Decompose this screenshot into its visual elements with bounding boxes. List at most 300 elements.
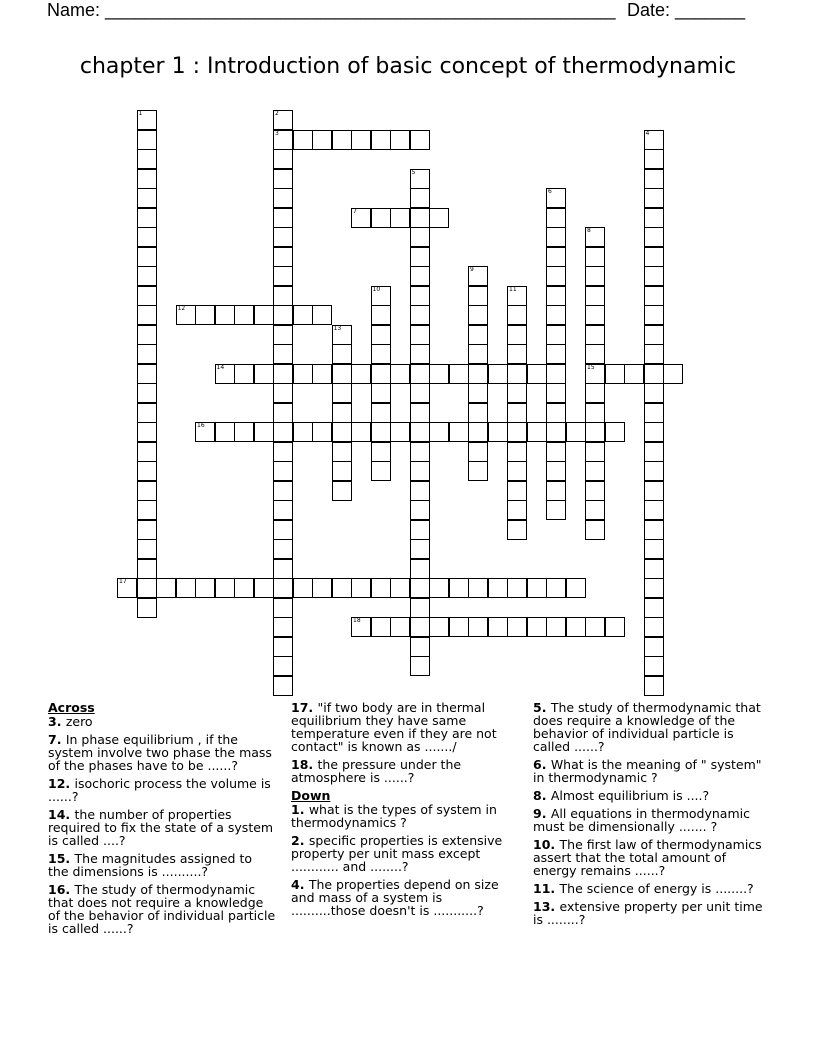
crossword-cell[interactable] — [410, 383, 430, 403]
crossword-cell[interactable] — [468, 364, 488, 384]
crossword-cell[interactable] — [371, 208, 391, 228]
crossword-cell[interactable] — [351, 422, 371, 442]
crossword-cell[interactable] — [293, 130, 313, 150]
crossword-cell[interactable] — [137, 481, 157, 501]
crossword-cell[interactable] — [644, 520, 664, 540]
crossword-cell[interactable] — [137, 403, 157, 423]
crossword-cell[interactable] — [371, 305, 391, 325]
crossword-cell[interactable] — [468, 344, 488, 364]
crossword-cell[interactable] — [410, 188, 430, 208]
crossword-cell[interactable] — [663, 364, 683, 384]
crossword-cell[interactable] — [644, 559, 664, 579]
crossword-cell[interactable] — [273, 481, 293, 501]
crossword-cell[interactable] — [429, 208, 449, 228]
crossword-cell[interactable] — [137, 188, 157, 208]
crossword-cell[interactable] — [332, 344, 352, 364]
crossword-cell[interactable] — [293, 422, 313, 442]
crossword-cell[interactable] — [273, 383, 293, 403]
down-clue: 10. The first law of thermodynamics assert that the total amount of energy remains ......? — [533, 837, 762, 878]
across-clue: 3. zero — [48, 714, 93, 729]
crossword-cell[interactable] — [566, 617, 586, 637]
crossword-cell[interactable] — [410, 637, 430, 657]
crossword-cell[interactable] — [332, 364, 352, 384]
crossword-cell[interactable] — [273, 422, 293, 442]
crossword-cell[interactable] — [371, 422, 391, 442]
crossword-cell[interactable] — [468, 461, 488, 481]
clue-number: 10 — [372, 285, 381, 293]
crossword-cell[interactable] — [351, 364, 371, 384]
crossword-cell[interactable] — [351, 617, 371, 637]
crossword-cell[interactable] — [273, 305, 293, 325]
crossword-cell[interactable] — [273, 227, 293, 247]
crossword-cell[interactable] — [137, 325, 157, 345]
crossword-cell[interactable] — [410, 130, 430, 150]
crossword-cell[interactable] — [390, 617, 410, 637]
crossword-cell[interactable] — [585, 520, 605, 540]
crossword-cell[interactable] — [546, 208, 566, 228]
crossword-cell[interactable] — [273, 598, 293, 618]
crossword-cell[interactable] — [585, 364, 605, 384]
crossword-cell[interactable] — [468, 305, 488, 325]
crossword-cell[interactable] — [429, 578, 449, 598]
crossword-cell[interactable] — [137, 383, 157, 403]
crossword-cell[interactable] — [410, 266, 430, 286]
clue-number: 15 — [587, 363, 595, 371]
crossword-cell[interactable] — [410, 286, 430, 306]
crossword-cell[interactable] — [273, 461, 293, 481]
crossword-cell[interactable] — [644, 500, 664, 520]
crossword-cell[interactable] — [585, 617, 605, 637]
crossword-cell[interactable] — [644, 578, 664, 598]
crossword-cell[interactable] — [585, 461, 605, 481]
crossword-cell[interactable] — [410, 461, 430, 481]
crossword-cell[interactable] — [390, 364, 410, 384]
crossword-cell[interactable] — [273, 539, 293, 559]
crossword-cell[interactable] — [312, 364, 332, 384]
crossword-cell[interactable] — [137, 227, 157, 247]
crossword-cell[interactable] — [273, 188, 293, 208]
crossword-cell[interactable] — [546, 364, 566, 384]
crossword-cell[interactable] — [117, 578, 137, 598]
crossword-cell[interactable] — [332, 130, 352, 150]
crossword-cell[interactable] — [273, 364, 293, 384]
crossword-cell[interactable] — [566, 422, 586, 442]
crossword-cell[interactable] — [527, 617, 547, 637]
crossword-cell[interactable] — [137, 305, 157, 325]
down-clue: 5. The study of thermodynamic that does require a knowledge of the behavior of individual particle is called ......? — [533, 700, 761, 754]
crossword-cell[interactable] — [507, 617, 527, 637]
crossword-cell[interactable] — [371, 442, 391, 462]
crossword-cell[interactable] — [410, 578, 430, 598]
crossword-cell[interactable] — [137, 364, 157, 384]
crossword-cell[interactable] — [644, 286, 664, 306]
crossword-cell[interactable] — [507, 325, 527, 345]
crossword-cell[interactable] — [410, 403, 430, 423]
crossword-cell[interactable] — [293, 364, 313, 384]
crossword-cell[interactable] — [585, 305, 605, 325]
crossword-cell[interactable] — [449, 617, 469, 637]
crossword-cell[interactable] — [195, 578, 215, 598]
crossword-cell[interactable] — [468, 325, 488, 345]
crossword-cell[interactable] — [273, 208, 293, 228]
crossword-cell[interactable] — [546, 344, 566, 364]
crossword-cell[interactable] — [585, 383, 605, 403]
crossword-cell[interactable] — [390, 422, 410, 442]
clue-number: 1 — [138, 110, 143, 117]
crossword-cell[interactable] — [585, 422, 605, 442]
crossword-cell[interactable] — [566, 578, 586, 598]
crossword-cell[interactable] — [371, 403, 391, 423]
crossword-cell[interactable] — [332, 578, 352, 598]
across-clue: 15. The magnitudes assigned to the dimensions is ..........? — [48, 851, 252, 879]
crossword-cell[interactable] — [273, 149, 293, 169]
crossword-cell[interactable] — [371, 286, 391, 306]
crossword-cell[interactable] — [507, 442, 527, 462]
clue-number: 17 — [119, 578, 127, 585]
crossword-cell[interactable] — [137, 247, 157, 267]
crossword-cell[interactable] — [410, 305, 430, 325]
crossword-cell[interactable] — [273, 500, 293, 520]
crossword-cell[interactable] — [546, 422, 566, 442]
crossword-cell[interactable] — [527, 578, 547, 598]
crossword-cell[interactable] — [390, 208, 410, 228]
crossword-cell[interactable] — [644, 481, 664, 501]
date-field[interactable]: Date: _______ — [627, 0, 746, 20]
crossword-cell[interactable] — [371, 130, 391, 150]
crossword-cell[interactable] — [546, 383, 566, 403]
crossword-cell[interactable] — [546, 286, 566, 306]
crossword-cell[interactable] — [254, 578, 274, 598]
crossword-cell[interactable] — [351, 578, 371, 598]
crossword-cell[interactable] — [644, 247, 664, 267]
crossword-cell[interactable] — [332, 442, 352, 462]
crossword-cell[interactable] — [371, 364, 391, 384]
crossword-cell[interactable] — [273, 559, 293, 579]
crossword-cell[interactable] — [468, 617, 488, 637]
crossword-cell[interactable] — [429, 617, 449, 637]
clue-number: 2 — [275, 110, 279, 117]
crossword-cell[interactable] — [195, 305, 215, 325]
crossword-cell[interactable] — [429, 364, 449, 384]
crossword-cell[interactable] — [468, 578, 488, 598]
crossword-cell[interactable] — [254, 305, 274, 325]
crossword-cell[interactable] — [137, 110, 157, 130]
crossword-cell[interactable] — [410, 442, 430, 462]
crossword-cell[interactable] — [137, 598, 157, 618]
crossword-cell[interactable] — [410, 598, 430, 618]
crossword-cell[interactable] — [507, 403, 527, 423]
crossword-cell[interactable] — [410, 520, 430, 540]
crossword-cell[interactable] — [546, 266, 566, 286]
clue-number: 3 — [275, 129, 279, 137]
crossword-cell[interactable] — [644, 266, 664, 286]
crossword-cell[interactable] — [410, 656, 430, 676]
crossword-cell[interactable] — [137, 461, 157, 481]
crossword-cell[interactable] — [234, 364, 254, 384]
crossword-cell[interactable] — [507, 344, 527, 364]
crossword-cell[interactable] — [546, 227, 566, 247]
crossword-cell[interactable] — [644, 676, 664, 696]
crossword-cell[interactable] — [410, 539, 430, 559]
crossword-cell[interactable] — [605, 617, 625, 637]
crossword-cell[interactable] — [546, 617, 566, 637]
crossword-cell[interactable] — [488, 422, 508, 442]
crossword-cell[interactable] — [410, 344, 430, 364]
crossword-cell[interactable] — [546, 247, 566, 267]
crossword-cell[interactable] — [546, 481, 566, 501]
crossword-cell[interactable] — [137, 344, 157, 364]
crossword-cell[interactable] — [605, 422, 625, 442]
crossword-cell[interactable] — [273, 110, 293, 130]
crossword-cell[interactable] — [137, 286, 157, 306]
crossword-cell[interactable] — [137, 169, 157, 189]
crossword-cell[interactable] — [644, 383, 664, 403]
crossword-cell[interactable] — [410, 227, 430, 247]
crossword-cell[interactable] — [137, 500, 157, 520]
crossword-cell[interactable] — [273, 247, 293, 267]
crossword-cell[interactable] — [507, 286, 527, 306]
crossword-cell[interactable] — [332, 383, 352, 403]
crossword-cell[interactable] — [137, 266, 157, 286]
crossword-cell[interactable] — [644, 364, 664, 384]
crossword-cell[interactable] — [410, 422, 430, 442]
crossword-cell[interactable] — [585, 286, 605, 306]
crossword-cell[interactable] — [137, 130, 157, 150]
crossword-cell[interactable] — [488, 617, 508, 637]
crossword-cell[interactable] — [644, 539, 664, 559]
down-clue: 2. specific properties is extensive property per unit mass except ............ and ........? — [291, 833, 503, 874]
crossword-cell[interactable] — [137, 208, 157, 228]
crossword-cell[interactable] — [390, 130, 410, 150]
crossword-cell[interactable] — [449, 578, 469, 598]
crossword-cell[interactable] — [195, 422, 215, 442]
crossword-cell[interactable] — [468, 383, 488, 403]
crossword-cell[interactable] — [273, 578, 293, 598]
crossword-cell[interactable] — [585, 442, 605, 462]
crossword-cell[interactable] — [468, 442, 488, 462]
down-clue: 9. All equations in thermodynamic must be dimensionally ....... ? — [533, 806, 750, 834]
crossword-cell[interactable] — [273, 325, 293, 345]
clue-number: 9 — [470, 266, 474, 273]
crossword-cell[interactable] — [254, 422, 274, 442]
crossword-cell[interactable] — [585, 227, 605, 247]
crossword-cell[interactable] — [507, 364, 527, 384]
crossword-cell[interactable] — [273, 520, 293, 540]
crossword-cell[interactable] — [429, 422, 449, 442]
crossword-cell[interactable] — [234, 305, 254, 325]
crossword-cell[interactable] — [137, 578, 157, 598]
crossword-cell[interactable] — [273, 676, 293, 696]
crossword-cell[interactable] — [215, 578, 235, 598]
crossword-cell[interactable] — [644, 130, 664, 150]
crossword-cell[interactable] — [351, 208, 371, 228]
crossword-cell[interactable] — [156, 578, 176, 598]
clue-number: 5 — [411, 168, 416, 176]
down-clue: 8. Almost equilibrium is ....? — [533, 788, 710, 803]
crossword-cell[interactable] — [488, 364, 508, 384]
clue-number: 6 — [548, 188, 552, 195]
crossword-cell[interactable] — [273, 403, 293, 423]
crossword-cell[interactable] — [293, 305, 313, 325]
crossword-cell[interactable] — [332, 422, 352, 442]
crossword-cell[interactable] — [215, 305, 235, 325]
clue-number: 7 — [353, 207, 357, 215]
crossword-cell[interactable] — [410, 169, 430, 189]
crossword-cell[interactable] — [585, 403, 605, 423]
crossword-cell[interactable] — [527, 422, 547, 442]
crossword-cell[interactable] — [546, 403, 566, 423]
crossword-cell[interactable] — [468, 403, 488, 423]
crossword-cell[interactable] — [546, 500, 566, 520]
crossword-cell[interactable] — [585, 481, 605, 501]
crossword-cell[interactable] — [137, 422, 157, 442]
crossword-cell[interactable] — [488, 578, 508, 598]
crossword-cell[interactable] — [273, 442, 293, 462]
right-clues — [533, 701, 773, 931]
crossword-cell[interactable] — [312, 130, 332, 150]
crossword-cell[interactable] — [644, 403, 664, 423]
crossword-cell[interactable] — [585, 325, 605, 345]
crossword-cell[interactable] — [507, 305, 527, 325]
crossword-cell[interactable] — [644, 305, 664, 325]
crossword-cell[interactable] — [234, 578, 254, 598]
crossword-cell[interactable] — [312, 305, 332, 325]
crossword-cell[interactable] — [644, 461, 664, 481]
crossword-cell[interactable] — [410, 481, 430, 501]
crossword-cell[interactable] — [644, 422, 664, 442]
across-clue: 14. the number of properties required to fix the state of a system is called ....? — [48, 807, 274, 848]
crossword-cell[interactable] — [449, 364, 469, 384]
crossword-cell[interactable] — [507, 383, 527, 403]
crossword-cell[interactable] — [137, 520, 157, 540]
across-clue: 7. In phase equilibrium , if the system involve two phase the mass of the phases have to be ......? — [48, 732, 272, 773]
crossword-cell[interactable] — [546, 578, 566, 598]
clue-number: 16 — [197, 422, 205, 429]
crossword-cell[interactable] — [410, 559, 430, 579]
crossword-cell[interactable] — [273, 656, 293, 676]
crossword-cell[interactable] — [273, 286, 293, 306]
crossword-cell[interactable] — [644, 188, 664, 208]
crossword-cell[interactable] — [546, 305, 566, 325]
crossword-cell[interactable] — [410, 500, 430, 520]
crossword-cell[interactable] — [371, 325, 391, 345]
crossword-cell[interactable] — [644, 208, 664, 228]
crossword-cell[interactable] — [234, 422, 254, 442]
crossword-cell[interactable] — [371, 383, 391, 403]
crossword-cell[interactable] — [273, 617, 293, 637]
crossword-cell[interactable] — [585, 500, 605, 520]
crossword-cell[interactable] — [605, 364, 625, 384]
crossword-cell[interactable] — [644, 169, 664, 189]
crossword-cell[interactable] — [215, 422, 235, 442]
crossword-cell[interactable] — [468, 422, 488, 442]
crossword-cell[interactable] — [624, 364, 644, 384]
crossword-cell[interactable] — [644, 598, 664, 618]
clue-number: 12 — [177, 305, 186, 312]
crossword-cell[interactable] — [410, 247, 430, 267]
crossword-cell[interactable] — [137, 539, 157, 559]
crossword-cell[interactable] — [585, 344, 605, 364]
crossword-cell[interactable] — [468, 286, 488, 306]
crossword-cell[interactable] — [507, 481, 527, 501]
crossword-cell[interactable] — [410, 325, 430, 345]
crossword-cell[interactable] — [273, 266, 293, 286]
crossword-cell[interactable] — [546, 442, 566, 462]
middle-clues — [291, 701, 519, 922]
crossword-cell[interactable] — [410, 617, 430, 637]
crossword-cell[interactable] — [137, 559, 157, 579]
crossword-cell[interactable] — [312, 578, 332, 598]
crossword-cell[interactable] — [644, 149, 664, 169]
crossword-cell[interactable] — [254, 364, 274, 384]
crossword-cell[interactable] — [644, 656, 664, 676]
crossword-cell[interactable] — [644, 637, 664, 657]
crossword-cell[interactable] — [507, 578, 527, 598]
crossword-cell[interactable] — [546, 461, 566, 481]
crossword-cell[interactable] — [410, 364, 430, 384]
crossword-cell[interactable] — [585, 266, 605, 286]
down-clue: 4. The properties depend on size and mass of a system is ..........those doesn't is ...........? — [291, 877, 499, 918]
crossword-cell[interactable] — [176, 305, 196, 325]
crossword-cell[interactable] — [332, 325, 352, 345]
across-clue: 18. the pressure under the atmosphere is ......? — [291, 757, 462, 785]
crossword-cell[interactable] — [546, 325, 566, 345]
crossword-cell[interactable] — [371, 617, 391, 637]
crossword-cell[interactable] — [644, 344, 664, 364]
crossword-cell[interactable] — [273, 344, 293, 364]
crossword-cell[interactable] — [351, 130, 371, 150]
across-clue: 16. The study of thermodynamic that does not require a knowledge of the behavior of individual particle is called ......? — [48, 882, 276, 936]
crossword-cell[interactable] — [273, 169, 293, 189]
crossword-cell[interactable] — [585, 247, 605, 267]
crossword-cell[interactable] — [644, 442, 664, 462]
crossword-cell[interactable] — [137, 149, 157, 169]
crossword-cell[interactable] — [215, 364, 235, 384]
crossword-cell[interactable] — [644, 325, 664, 345]
crossword-cell[interactable] — [410, 208, 430, 228]
crossword-cell[interactable] — [546, 188, 566, 208]
crossword-cell[interactable] — [507, 461, 527, 481]
crossword-cell[interactable] — [468, 266, 488, 286]
name-field[interactable]: Name: ___________________________________________________ — [47, 0, 616, 20]
crossword-cell[interactable] — [332, 403, 352, 423]
crossword-cell[interactable] — [449, 422, 469, 442]
crossword-cell[interactable] — [644, 227, 664, 247]
crossword-cell[interactable] — [332, 481, 352, 501]
crossword-cell[interactable] — [371, 578, 391, 598]
crossword-cell[interactable] — [390, 578, 410, 598]
across-clue: 17. "if two body are in thermal equilibrium they have same temperature even if they are not contact" is known as ......./ — [291, 700, 497, 754]
down-heading: Down — [291, 788, 331, 803]
crossword-cell[interactable] — [371, 344, 391, 364]
crossword-cell[interactable] — [507, 520, 527, 540]
crossword-cell[interactable] — [371, 461, 391, 481]
crossword-cell[interactable] — [176, 578, 196, 598]
crossword-cell[interactable] — [332, 461, 352, 481]
crossword-cell[interactable] — [507, 500, 527, 520]
crossword-cell[interactable] — [273, 130, 293, 150]
crossword-cell[interactable] — [137, 442, 157, 462]
crossword-cell[interactable] — [273, 637, 293, 657]
page-title: chapter 1 : Introduction of basic concept of thermodynamic — [79, 54, 737, 79]
across-heading: Across — [48, 700, 95, 715]
crossword-cell[interactable] — [527, 364, 547, 384]
clue-number: 13 — [333, 324, 342, 332]
crossword-cell[interactable] — [644, 617, 664, 637]
crossword-cell[interactable] — [312, 422, 332, 442]
crossword-cell[interactable] — [293, 578, 313, 598]
crossword-cell[interactable] — [507, 422, 527, 442]
